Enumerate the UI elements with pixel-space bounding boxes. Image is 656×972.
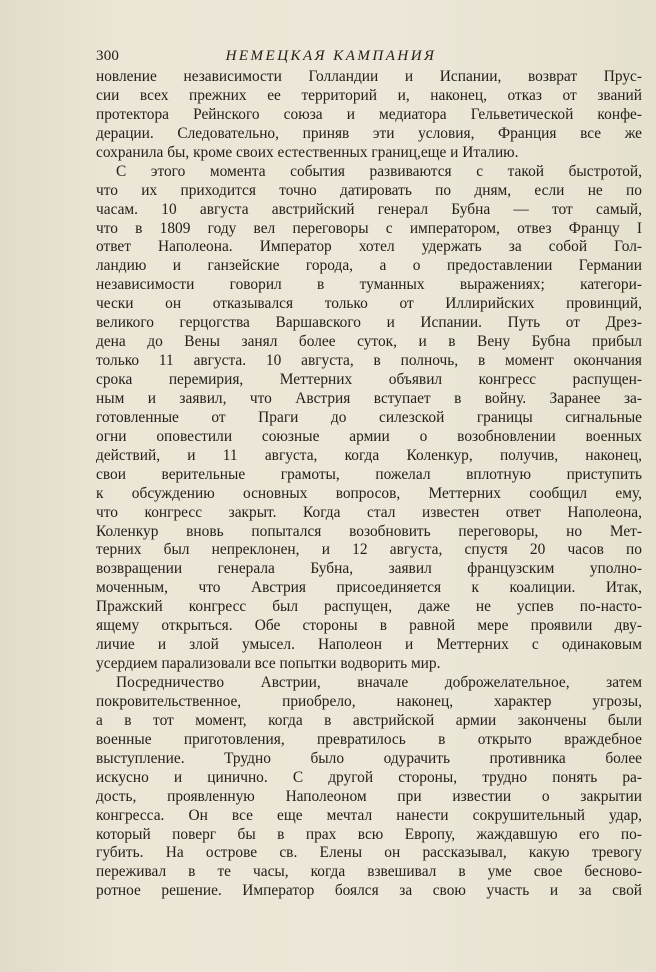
page-number: 300 bbox=[96, 48, 120, 64]
text-line: Пражский конгресс был распущен, даже не успев по-насто- bbox=[96, 598, 642, 616]
text-line: срока перемирия, Меттерних объявил конгресс распущен- bbox=[96, 371, 642, 388]
text-line: возвращении генерала Бубна, заявил французским уполно- bbox=[96, 560, 642, 578]
text-line: усердием парализовали все попытки водворить мир. bbox=[96, 655, 441, 673]
text-line: независимости говорил в туманных выражениях; категори- bbox=[96, 276, 642, 294]
text-line: конгресса. Он все еще мечтал нанести сокрушительный удар, bbox=[96, 806, 642, 824]
text-line: Коленкур вновь попытался возобновить переговоры, но Мет- bbox=[96, 522, 642, 540]
text-line: сохранила бы, кроме своих естественных границ,еще и Италию. bbox=[96, 143, 519, 161]
text-line: губить. На острове св. Елены он рассказывал, какую тревогу bbox=[96, 844, 642, 862]
text-line: а в тот момент, когда в австрийской армии закончены были bbox=[96, 711, 642, 729]
text-line: готовленные от Праги до силезской границы сигнальные bbox=[96, 408, 642, 426]
text-line: чески он отказывался только от Иллирийских провинций, bbox=[96, 295, 642, 313]
text-line: С этого момента события развиваются с такой быстротой, bbox=[116, 162, 642, 180]
text-line: переживал в те часы, когда взвешивал в уме свое бесново- bbox=[96, 863, 642, 881]
text-line: Посредничество Австрии, вначале доброжелательное, затем bbox=[116, 674, 642, 691]
text-line: новление независимости Голландии и Испании, возврат Прус- bbox=[96, 68, 642, 85]
running-title: НЕМЕЦКАЯ КАМПАНИЯ bbox=[225, 48, 437, 64]
text-line: военные приготовления, превратилось в открыто враждебное bbox=[96, 730, 642, 748]
page-header bbox=[96, 40, 566, 66]
text-line: что их приходится точно датировать по дням, если не по bbox=[96, 181, 642, 199]
text-line: личие и злой умысел. Наполеон и Меттерних с одинаковым bbox=[96, 636, 642, 654]
text-line: ротное решение. Император боялся за свою участь и за свой bbox=[96, 882, 642, 900]
text-line: дость, проявленную Наполеоном при известии о закрытии bbox=[96, 787, 642, 805]
text-line: огни оповестили союзные армии о возобновлении военных bbox=[96, 427, 642, 445]
text-line: что конгресс закрыт. Когда стал известен ответ Наполеона, bbox=[96, 503, 642, 521]
text-line: сии всех прежних ее территорий и, наконец, отказ от званий bbox=[96, 86, 642, 104]
text-line: действий, и 11 августа, когда Коленкур, получив, наконец, bbox=[96, 446, 642, 464]
text-line: терних был непреклонен, и 12 августа, спустя 20 часов по bbox=[96, 541, 642, 559]
text-line: дена до Вены занял более суток, и в Вену Бубна прибыл bbox=[96, 333, 642, 351]
text-line: протектора Рейнского союза и медиатора Гельветической конфе- bbox=[96, 105, 642, 123]
text-line: ным и заявил, что Австрия вступает в войну. Заранее за- bbox=[96, 389, 642, 407]
text-line: только 11 августа. 10 августа, в полночь, в момент окончания bbox=[96, 352, 642, 370]
text-line: свои верительные грамоты, пожелал вплотную приступить bbox=[96, 465, 642, 483]
body-text bbox=[96, 68, 642, 948]
text-line: к обсуждению основных вопросов, Меттерних сообщил ему, bbox=[96, 484, 642, 502]
text-line: искусно и цинично. С другой стороны, трудно понять ра- bbox=[96, 768, 642, 786]
text-line: дерации. Следовательно, приняв эти условия, Франция все же bbox=[96, 124, 642, 142]
text-line: который поверг бы в прах всю Европу, жаждавшую его по- bbox=[96, 825, 642, 843]
text-line: ответ Наполеона. Император хотел удержать за собой Гол- bbox=[96, 238, 642, 256]
text-line: часам. 10 августа австрийский генерал Бубна — тот самый, bbox=[96, 200, 642, 218]
text-line: ящему открыться. Обе стороны в равной мере проявили дву- bbox=[96, 617, 642, 635]
text-line: ландию и ганзейские города, а о предоставлении Германии bbox=[96, 257, 642, 275]
text-line: покровительственное, приобрело, наконец, характер угрозы, bbox=[96, 692, 642, 710]
text-line: моченным, что Австрия присоединяется к коалиции. Итак, bbox=[96, 579, 642, 597]
text-line: выступление. Трудно было одурачить противника более bbox=[96, 749, 642, 767]
text-line: что в 1809 году вел переговоры с императором, отвез Францу I bbox=[96, 219, 642, 237]
text-line: великого герцогства Варшавского и Испании. Путь от Дрез- bbox=[96, 314, 642, 332]
